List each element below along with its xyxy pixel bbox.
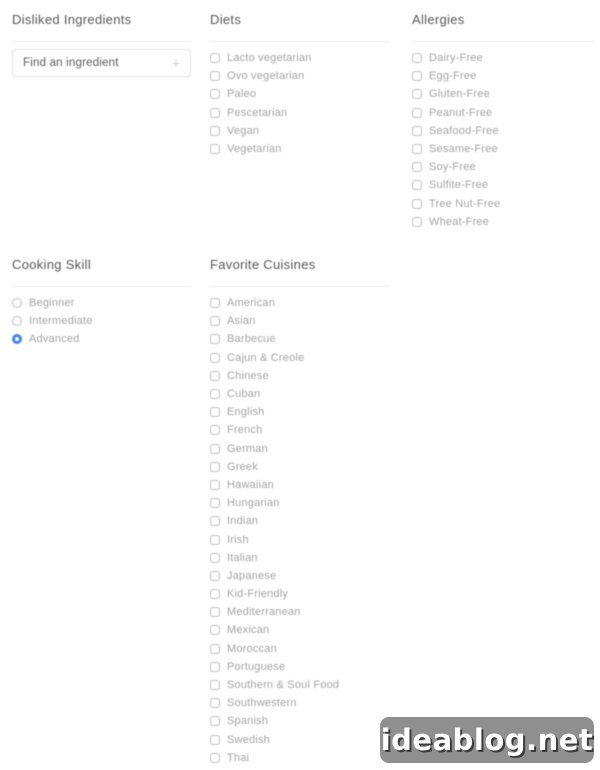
option-label: Paleo: [227, 88, 257, 101]
checkbox-option-italian[interactable]: [210, 549, 390, 567]
checkbox-option-southern-soul-food[interactable]: [210, 676, 390, 694]
checkbox-unchecked-icon[interactable]: [210, 126, 220, 136]
option-label: Swedish: [227, 733, 270, 746]
checkbox-option-german[interactable]: [210, 440, 390, 458]
checkbox-option-swedish[interactable]: [210, 731, 390, 749]
checkbox-option-french[interactable]: [210, 421, 390, 439]
checkbox-option-vegan[interactable]: [210, 122, 390, 140]
option-label: Ovo vegetarian: [227, 70, 305, 83]
checkbox-option-hungarian[interactable]: [210, 494, 390, 512]
diets-title: Diets: [210, 12, 242, 27]
checkbox-option-sesame-free[interactable]: [412, 140, 594, 158]
checkbox-unchecked-icon[interactable]: [210, 607, 220, 617]
checkbox-option-vegetarian[interactable]: [210, 140, 390, 158]
checkbox-unchecked-icon[interactable]: [210, 425, 220, 435]
checkbox-unchecked-icon[interactable]: [412, 162, 422, 172]
option-label: Lacto vegetarian: [227, 52, 312, 65]
option-label: Southwestern: [227, 697, 297, 710]
section-disliked-ingredients: [12, 12, 191, 77]
option-label: Spanish: [227, 715, 269, 728]
checkbox-unchecked-icon[interactable]: [412, 217, 422, 227]
checkbox-option-greek[interactable]: [210, 458, 390, 476]
option-label: Japanese: [227, 569, 277, 582]
checkbox-unchecked-icon[interactable]: [412, 180, 422, 190]
checkbox-option-asian[interactable]: [210, 312, 390, 330]
checkbox-unchecked-icon[interactable]: [210, 353, 220, 363]
checkbox-unchecked-icon[interactable]: [210, 89, 220, 99]
checkbox-unchecked-icon[interactable]: [412, 53, 422, 63]
section-allergies: [412, 12, 594, 231]
checkbox-option-indian[interactable]: [210, 512, 390, 530]
option-label: Cuban: [227, 388, 261, 401]
checkbox-unchecked-icon[interactable]: [412, 199, 422, 209]
checkbox-unchecked-icon[interactable]: [412, 108, 422, 118]
checkbox-unchecked-icon[interactable]: [412, 144, 422, 154]
option-label: Peanut-Free: [429, 106, 493, 119]
checkbox-unchecked-icon[interactable]: [210, 698, 220, 708]
favorite-cuisines-title: Favorite Cuisines: [210, 257, 316, 272]
checkbox-unchecked-icon[interactable]: [210, 71, 220, 81]
option-label: Intermediate: [29, 315, 93, 328]
checkbox-option-sulfite-free[interactable]: [412, 176, 594, 194]
option-label: Portuguese: [227, 660, 286, 673]
option-label: Mediterranean: [227, 606, 301, 619]
option-label: Hawaiian: [227, 478, 274, 491]
checkbox-unchecked-icon[interactable]: [210, 735, 220, 745]
checkbox-unchecked-icon[interactable]: [210, 53, 220, 63]
checkbox-unchecked-icon[interactable]: [210, 644, 220, 654]
checkbox-unchecked-icon[interactable]: [210, 535, 220, 545]
checkbox-unchecked-icon[interactable]: [210, 389, 220, 399]
section-favorite-cuisines: [210, 257, 390, 767]
checkbox-option-spanish[interactable]: [210, 712, 390, 730]
checkbox-option-japanese[interactable]: [210, 567, 390, 585]
checkbox-unchecked-icon[interactable]: [210, 516, 220, 526]
checkbox-option-egg-free[interactable]: [412, 67, 594, 85]
checkbox-unchecked-icon[interactable]: [210, 444, 220, 454]
checkbox-unchecked-icon[interactable]: [210, 407, 220, 417]
option-label: Southern & Soul Food: [227, 679, 340, 692]
radio-option-intermediate[interactable]: [12, 312, 191, 330]
checkbox-option-barbecue[interactable]: [210, 330, 390, 348]
checkbox-unchecked-icon[interactable]: [210, 589, 220, 599]
checkbox-option-gluten-free[interactable]: [412, 85, 594, 103]
checkbox-unchecked-icon[interactable]: [210, 371, 220, 381]
cooking-skill-options: [12, 287, 191, 349]
checkbox-unchecked-icon[interactable]: [412, 89, 422, 99]
checkbox-option-mexican[interactable]: [210, 621, 390, 639]
checkbox-unchecked-icon[interactable]: [210, 662, 220, 672]
option-label: Kid-Friendly: [227, 588, 289, 601]
checkbox-option-portuguese[interactable]: [210, 658, 390, 676]
option-label: Dairy-Free: [429, 52, 483, 65]
option-label: Sulfite-Free: [429, 179, 489, 192]
checkbox-option-thai[interactable]: [210, 749, 390, 767]
option-label: Vegetarian: [227, 143, 282, 156]
checkbox-option-irish[interactable]: [210, 530, 390, 548]
checkbox-option-seafood-free[interactable]: [412, 122, 594, 140]
section-diets: [210, 12, 390, 158]
checkbox-unchecked-icon[interactable]: [210, 334, 220, 344]
option-label: American: [227, 297, 276, 310]
option-label: Greek: [227, 460, 258, 473]
radio-unselected-icon[interactable]: [12, 298, 22, 308]
option-label: Advanced: [29, 333, 80, 346]
option-label: German: [227, 442, 268, 455]
option-label: Chinese: [227, 369, 269, 382]
checkbox-option-dairy-free[interactable]: [412, 49, 594, 67]
checkbox-option-lacto-vegetarian[interactable]: [210, 49, 390, 67]
checkbox-unchecked-icon[interactable]: [210, 298, 220, 308]
checkbox-unchecked-icon[interactable]: [210, 144, 220, 154]
option-label: Moroccan: [227, 642, 277, 655]
option-label: Thai: [227, 751, 250, 764]
option-label: Indian: [227, 515, 259, 528]
option-label: Pescetarian: [227, 106, 288, 119]
option-label: Gluten-Free: [429, 88, 490, 101]
allergies-options: [412, 42, 594, 231]
checkbox-unchecked-icon[interactable]: [210, 571, 220, 581]
disliked-ingredients-title: Disliked Ingredients: [12, 12, 132, 27]
option-label: Asian: [227, 315, 256, 328]
checkbox-unchecked-icon[interactable]: [412, 126, 422, 136]
checkbox-option-kid-friendly[interactable]: [210, 585, 390, 603]
checkbox-option-peanut-free[interactable]: [412, 104, 594, 122]
checkbox-option-pescetarian[interactable]: [210, 104, 390, 122]
checkbox-option-paleo[interactable]: [210, 85, 390, 103]
checkbox-unchecked-icon[interactable]: [210, 498, 220, 508]
checkbox-option-ovo-vegetarian[interactable]: [210, 67, 390, 85]
option-label: Hungarian: [227, 497, 280, 510]
option-label: Egg-Free: [429, 70, 477, 83]
option-label: Tree Nut-Free: [429, 197, 501, 210]
option-label: Irish: [227, 533, 249, 546]
checkbox-unchecked-icon[interactable]: [210, 462, 220, 472]
option-label: Italian: [227, 551, 258, 564]
option-label: English: [227, 406, 265, 419]
section-divider: [12, 41, 191, 42]
option-label: Vegan: [227, 124, 260, 137]
checkbox-option-english[interactable]: [210, 403, 390, 421]
watermark-badge: ideablog.net: [380, 717, 594, 763]
checkbox-option-moroccan[interactable]: [210, 640, 390, 658]
section-cooking-skill: [12, 257, 191, 349]
radio-unselected-icon[interactable]: [12, 316, 22, 326]
checkbox-option-tree-nut-free[interactable]: [412, 195, 594, 213]
option-label: Sesame-Free: [429, 143, 498, 156]
checkbox-option-southwestern[interactable]: [210, 694, 390, 712]
option-label: Soy-Free: [429, 161, 476, 174]
checkbox-unchecked-icon[interactable]: [210, 753, 220, 763]
checkbox-option-cajun-creole[interactable]: [210, 349, 390, 367]
ingredient-search-placeholder: Find an ingredient: [23, 57, 119, 69]
radio-dot: [15, 337, 19, 341]
checkbox-unchecked-icon[interactable]: [210, 553, 220, 563]
plus-icon[interactable]: +: [171, 55, 180, 71]
cooking-skill-title: Cooking Skill: [12, 257, 92, 272]
checkbox-unchecked-icon[interactable]: [210, 680, 220, 690]
checkbox-option-american[interactable]: [210, 294, 390, 312]
checkbox-unchecked-icon[interactable]: [210, 108, 220, 118]
checkbox-option-mediterranean[interactable]: [210, 603, 390, 621]
option-label: Cajun & Creole: [227, 351, 305, 364]
allergies-title: Allergies: [412, 12, 465, 27]
radio-option-beginner[interactable]: [12, 294, 191, 312]
checkbox-option-cuban[interactable]: [210, 385, 390, 403]
checkbox-unchecked-icon[interactable]: [210, 625, 220, 635]
checkbox-option-wheat-free[interactable]: [412, 213, 594, 231]
option-label: Mexican: [227, 624, 270, 637]
option-label: French: [227, 424, 263, 437]
ingredient-search-input[interactable]: [12, 49, 191, 77]
diets-options: [210, 42, 390, 158]
option-label: Barbecue: [227, 333, 276, 346]
checkbox-unchecked-icon[interactable]: [210, 716, 220, 726]
radio-selected-icon[interactable]: [12, 334, 22, 344]
option-label: Seafood-Free: [429, 124, 499, 137]
checkbox-option-hawaiian[interactable]: [210, 476, 390, 494]
option-label: Beginner: [29, 297, 75, 310]
checkbox-option-soy-free[interactable]: [412, 158, 594, 176]
checkbox-unchecked-icon[interactable]: [210, 480, 220, 490]
checkbox-option-chinese[interactable]: [210, 367, 390, 385]
checkbox-unchecked-icon[interactable]: [412, 71, 422, 81]
radio-option-advanced[interactable]: [12, 330, 191, 348]
favorite-cuisines-options: [210, 287, 390, 767]
option-label: Wheat-Free: [429, 215, 490, 228]
checkbox-unchecked-icon[interactable]: [210, 316, 220, 326]
